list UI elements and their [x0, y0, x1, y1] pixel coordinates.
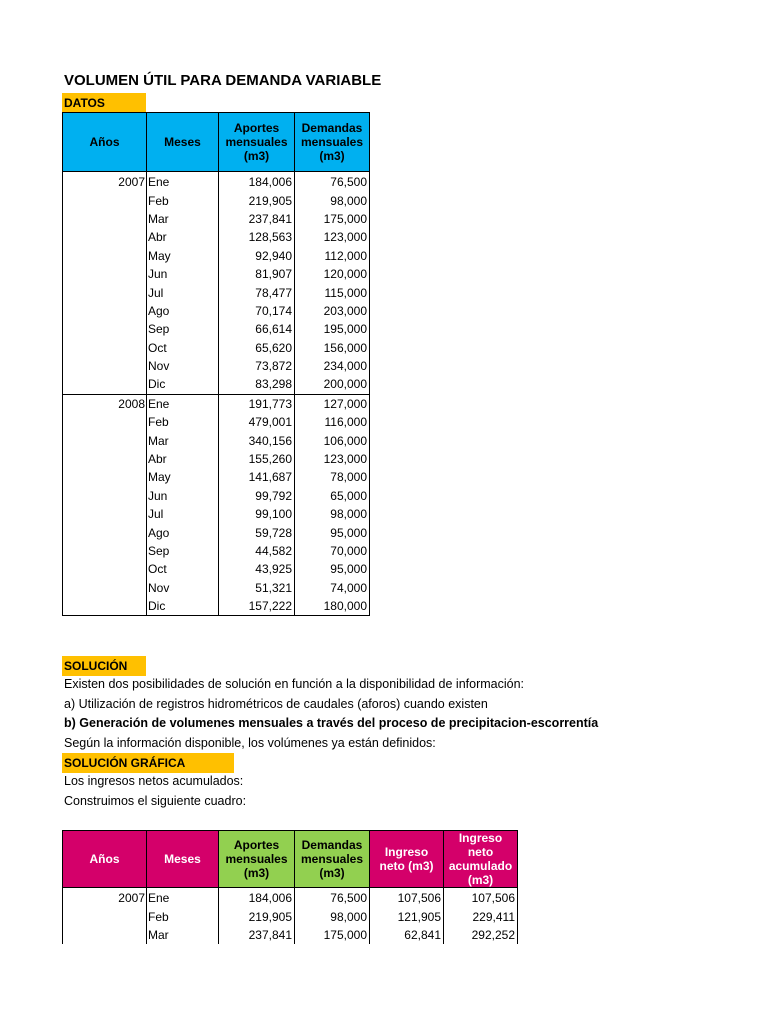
cell-aportes: 99,792 — [219, 487, 295, 505]
cell-year — [63, 302, 147, 320]
table-row — [63, 302, 370, 320]
cell-month: Feb — [147, 413, 219, 431]
ingresos-table-header — [63, 831, 518, 888]
cell-year — [63, 228, 147, 246]
header-anos: Años — [63, 831, 147, 888]
cell-demandas: 175,000 — [295, 926, 370, 944]
solucion-line-2: a) Utilización de registros hidrométricos de caudales (aforos) cuando existen — [64, 697, 488, 711]
cell-month: Jul — [147, 505, 219, 523]
cell-aportes: 237,841 — [219, 926, 295, 944]
cell-month: Ene — [147, 394, 219, 413]
cell-month: Sep — [147, 320, 219, 338]
cell-aportes: 128,563 — [219, 228, 295, 246]
cell-year — [63, 597, 147, 616]
cell-month: Mar — [147, 926, 219, 944]
table-row — [63, 210, 370, 228]
cell-year — [63, 431, 147, 449]
cell-demandas: 65,000 — [295, 487, 370, 505]
cell-ingreso-acumulado: 229,411 — [444, 907, 518, 925]
cell-ingreso-neto: 107,506 — [370, 888, 444, 908]
table-row — [63, 339, 370, 357]
cell-month: Dic — [147, 375, 219, 394]
table-row — [63, 523, 370, 541]
cell-year — [63, 283, 147, 301]
cell-demandas: 200,000 — [295, 375, 370, 394]
table-row — [63, 560, 370, 578]
cell-month: Jun — [147, 487, 219, 505]
table-row — [63, 394, 370, 413]
cell-year — [63, 560, 147, 578]
table-row — [63, 487, 370, 505]
cell-aportes: 219,905 — [219, 191, 295, 209]
cell-year — [63, 907, 147, 925]
table-row — [63, 579, 370, 597]
cell-month: Abr — [147, 228, 219, 246]
page-title: VOLUMEN ÚTIL PARA DEMANDA VARIABLE — [64, 72, 382, 89]
datos-table-header — [63, 113, 370, 172]
cell-demandas: 127,000 — [295, 394, 370, 413]
cell-aportes: 51,321 — [219, 579, 295, 597]
cell-year: 2007 — [63, 888, 147, 908]
cell-ingreso-acumulado: 107,506 — [444, 888, 518, 908]
cell-demandas: 120,000 — [295, 265, 370, 283]
table-row — [63, 542, 370, 560]
header-aportes: Aportes mensuales (m3) — [219, 831, 295, 888]
table-row — [63, 597, 370, 616]
cell-aportes: 155,260 — [219, 450, 295, 468]
cell-demandas: 156,000 — [295, 339, 370, 357]
datos-table — [62, 112, 370, 616]
cell-ingreso-neto: 121,905 — [370, 907, 444, 925]
cell-month: Nov — [147, 357, 219, 375]
table-row — [63, 505, 370, 523]
cell-aportes: 81,907 — [219, 265, 295, 283]
table-row — [63, 265, 370, 283]
cell-month: Mar — [147, 210, 219, 228]
cell-month: Sep — [147, 542, 219, 560]
cell-month: May — [147, 468, 219, 486]
table-row — [63, 283, 370, 301]
cell-year — [63, 210, 147, 228]
cell-aportes: 66,614 — [219, 320, 295, 338]
cell-aportes: 59,728 — [219, 523, 295, 541]
cell-year — [63, 191, 147, 209]
cell-aportes: 92,940 — [219, 247, 295, 265]
header-meses: Meses — [147, 831, 219, 888]
cell-year — [63, 265, 147, 283]
cell-year — [63, 487, 147, 505]
cell-aportes: 44,582 — [219, 542, 295, 560]
table-row — [63, 172, 370, 192]
solucion-grafica-label: SOLUCIÓN GRÁFICA — [62, 753, 234, 773]
cell-year — [63, 450, 147, 468]
cell-aportes: 184,006 — [219, 888, 295, 908]
header-aportes: Aportes mensuales (m3) — [219, 113, 295, 172]
cell-demandas: 98,000 — [295, 907, 370, 925]
cell-demandas: 123,000 — [295, 228, 370, 246]
cell-year — [63, 247, 147, 265]
cell-aportes: 99,100 — [219, 505, 295, 523]
cell-demandas: 180,000 — [295, 597, 370, 616]
ingresos-table — [62, 830, 518, 944]
cell-month: Oct — [147, 560, 219, 578]
table-row — [63, 357, 370, 375]
cell-demandas: 175,000 — [295, 210, 370, 228]
cell-year: 2008 — [63, 394, 147, 413]
cell-month: Jun — [147, 265, 219, 283]
cell-demandas: 115,000 — [295, 283, 370, 301]
header-ingreso-acumulado: Ingreso neto acumulado (m3) — [444, 831, 518, 888]
cell-aportes: 191,773 — [219, 394, 295, 413]
cell-month: Mar — [147, 431, 219, 449]
cell-month: Nov — [147, 579, 219, 597]
cell-month: Dic — [147, 597, 219, 616]
cell-month: Abr — [147, 450, 219, 468]
cell-aportes: 78,477 — [219, 283, 295, 301]
cell-demandas: 74,000 — [295, 579, 370, 597]
table-row — [63, 926, 518, 944]
cell-month: Ene — [147, 888, 219, 908]
cell-year — [63, 523, 147, 541]
cell-demandas: 234,000 — [295, 357, 370, 375]
table-row — [63, 320, 370, 338]
grafica-line-1: Los ingresos netos acumulados: — [64, 774, 244, 788]
cell-aportes: 340,156 — [219, 431, 295, 449]
cell-demandas: 98,000 — [295, 191, 370, 209]
table-row — [63, 468, 370, 486]
header-demandas: Demandas mensuales (m3) — [295, 831, 370, 888]
table-row — [63, 888, 518, 908]
cell-month: Ene — [147, 172, 219, 192]
cell-demandas: 76,500 — [295, 888, 370, 908]
table-row — [63, 191, 370, 209]
cell-aportes: 73,872 — [219, 357, 295, 375]
cell-month: Oct — [147, 339, 219, 357]
cell-demandas: 116,000 — [295, 413, 370, 431]
table-row — [63, 450, 370, 468]
header-meses: Meses — [147, 113, 219, 172]
cell-aportes: 184,006 — [219, 172, 295, 192]
solucion-line-4: Según la información disponible, los volúmenes ya están definidos: — [64, 736, 436, 750]
cell-ingreso-neto: 62,841 — [370, 926, 444, 944]
header-demandas: Demandas mensuales (m3) — [295, 113, 370, 172]
cell-ingreso-acumulado: 292,252 — [444, 926, 518, 944]
cell-aportes: 43,925 — [219, 560, 295, 578]
cell-year — [63, 339, 147, 357]
header-anos: Años — [63, 113, 147, 172]
cell-year: 2007 — [63, 172, 147, 192]
cell-month: Ago — [147, 523, 219, 541]
cell-aportes: 157,222 — [219, 597, 295, 616]
cell-demandas: 112,000 — [295, 247, 370, 265]
table-row — [63, 228, 370, 246]
cell-demandas: 76,500 — [295, 172, 370, 192]
cell-year — [63, 413, 147, 431]
cell-demandas: 195,000 — [295, 320, 370, 338]
cell-aportes: 219,905 — [219, 907, 295, 925]
table-row — [63, 247, 370, 265]
grafica-line-2: Construimos el siguiente cuadro: — [64, 794, 247, 808]
cell-aportes: 83,298 — [219, 375, 295, 394]
cell-month: Jul — [147, 283, 219, 301]
table-row — [63, 907, 518, 925]
solucion-label: SOLUCIÓN — [62, 656, 146, 676]
cell-demandas: 106,000 — [295, 431, 370, 449]
header-ingreso-neto: Ingreso neto (m3) — [370, 831, 444, 888]
cell-demandas: 123,000 — [295, 450, 370, 468]
cell-demandas: 203,000 — [295, 302, 370, 320]
cell-demandas: 95,000 — [295, 560, 370, 578]
solucion-line-3: b) Generación de volumenes mensuales a través del proceso de precipitacion-escorrentía — [64, 716, 599, 730]
cell-aportes: 237,841 — [219, 210, 295, 228]
cell-aportes: 479,001 — [219, 413, 295, 431]
cell-aportes: 141,687 — [219, 468, 295, 486]
cell-month: May — [147, 247, 219, 265]
cell-year — [63, 357, 147, 375]
table-row — [63, 375, 370, 394]
cell-month: Feb — [147, 907, 219, 925]
table-row — [63, 431, 370, 449]
cell-year — [63, 926, 147, 944]
cell-month: Feb — [147, 191, 219, 209]
cell-year — [63, 468, 147, 486]
table-row — [63, 413, 370, 431]
cell-year — [63, 320, 147, 338]
cell-year — [63, 579, 147, 597]
solucion-line-1: Existen dos posibilidades de solución en función a la disponibilidad de información: — [64, 677, 525, 691]
cell-month: Ago — [147, 302, 219, 320]
cell-year — [63, 542, 147, 560]
datos-label: DATOS — [62, 93, 146, 113]
cell-demandas: 95,000 — [295, 523, 370, 541]
cell-demandas: 98,000 — [295, 505, 370, 523]
cell-aportes: 65,620 — [219, 339, 295, 357]
cell-aportes: 70,174 — [219, 302, 295, 320]
cell-demandas: 70,000 — [295, 542, 370, 560]
cell-year — [63, 375, 147, 394]
cell-year — [63, 505, 147, 523]
cell-demandas: 78,000 — [295, 468, 370, 486]
